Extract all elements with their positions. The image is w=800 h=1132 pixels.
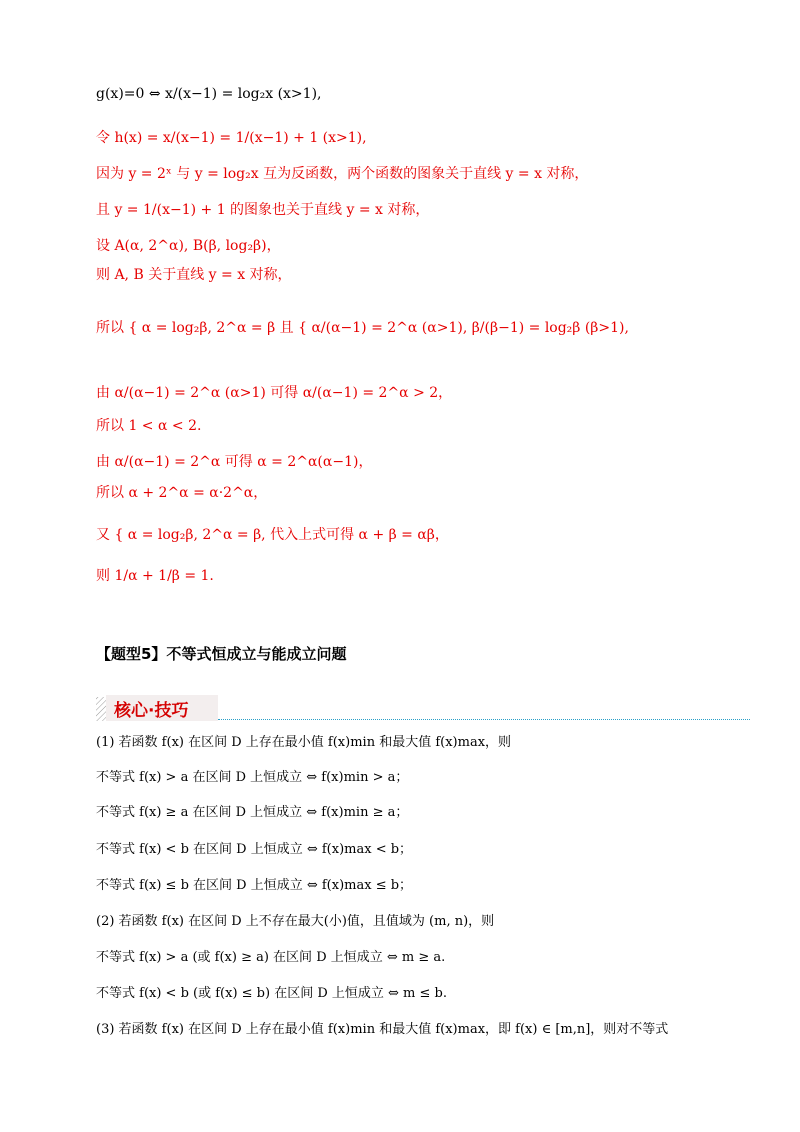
tips-line: 不等式 f(x) < b (或 f(x) ≤ b) 在区间 D 上恒成立 ⇔ m ≤ b. [96, 986, 447, 1001]
tips-line: 不等式 f(x) > a (或 f(x) ≥ a) 在区间 D 上恒成立 ⇔ m ≥ a. [96, 950, 446, 965]
solution-line: 且 y = 1/(x−1) + 1 的图象也关于直线 y = x 对称， [96, 202, 430, 218]
solution-line: 因为 y = 2ˣ 与 y = log₂x 互为反函数，两个函数的图象关于直线 y = x 对称， [96, 166, 589, 182]
solution-line: 设 A(α, 2^α), B(β, log₂β)， [96, 238, 281, 254]
solution-line: 令 h(x) = x/(x−1) = 1/(x−1) + 1 (x>1), [96, 130, 367, 146]
solution-line: 所以 α + 2^α = α·2^α， [96, 485, 268, 501]
core-tips-badge [96, 693, 221, 723]
solution-line: 则 A, B 关于直线 y = x 对称， [96, 267, 292, 283]
tips-line: 不等式 f(x) < b 在区间 D 上恒成立 ⇔ f(x)max < b； [96, 842, 413, 857]
solution-line: 又 { α = log₂β, 2^α = β, 代入上式可得 α + β = αβ， [96, 527, 449, 543]
tips-line: (3) 若函数 f(x) 在区间 D 上存在最小值 f(x)min 和最大值 f(x)max，即 f(x) ∈ [m,n]，则对不等式 [96, 1022, 669, 1037]
tips-line: 不等式 f(x) > a 在区间 D 上恒成立 ⇔ f(x)min > a； [96, 770, 409, 785]
solution-line: 由 α/(α−1) = 2^α (α>1) 可得 α/(α−1) = 2^α > 2， [96, 385, 453, 401]
tips-line: 不等式 f(x) ≤ b 在区间 D 上恒成立 ⇔ f(x)max ≤ b； [96, 878, 413, 893]
tips-line: 不等式 f(x) ≥ a 在区间 D 上恒成立 ⇔ f(x)min ≥ a； [96, 805, 409, 820]
solution-line: 由 α/(α−1) = 2^α 可得 α = 2^α(α−1)， [96, 454, 373, 470]
badge-label: 核心·技巧 [114, 701, 189, 721]
solution-line: 所以 { α = log₂β, 2^α = β 且 { α/(α−1) = 2^α (α>1), β/(β−1) = log₂β (β>1), [96, 320, 629, 336]
tips-line: (1) 若函数 f(x) 在区间 D 上存在最小值 f(x)min 和最大值 f(x)max，则 [96, 735, 512, 750]
tips-line: (2) 若函数 f(x) 在区间 D 上不存在最大(小)值，且值域为 (m, n)，则 [96, 914, 495, 929]
solution-line: 所以 1 < α < 2. [96, 418, 202, 434]
solution-line: g(x)=0 ⇔ x/(x−1) = log₂x (x>1), [96, 86, 322, 102]
solution-line: 则 1/α + 1/β = 1. [96, 568, 214, 584]
divider-rule [218, 719, 750, 720]
section-heading: 【题型5】不等式恒成立与能成立问题 [96, 645, 347, 663]
